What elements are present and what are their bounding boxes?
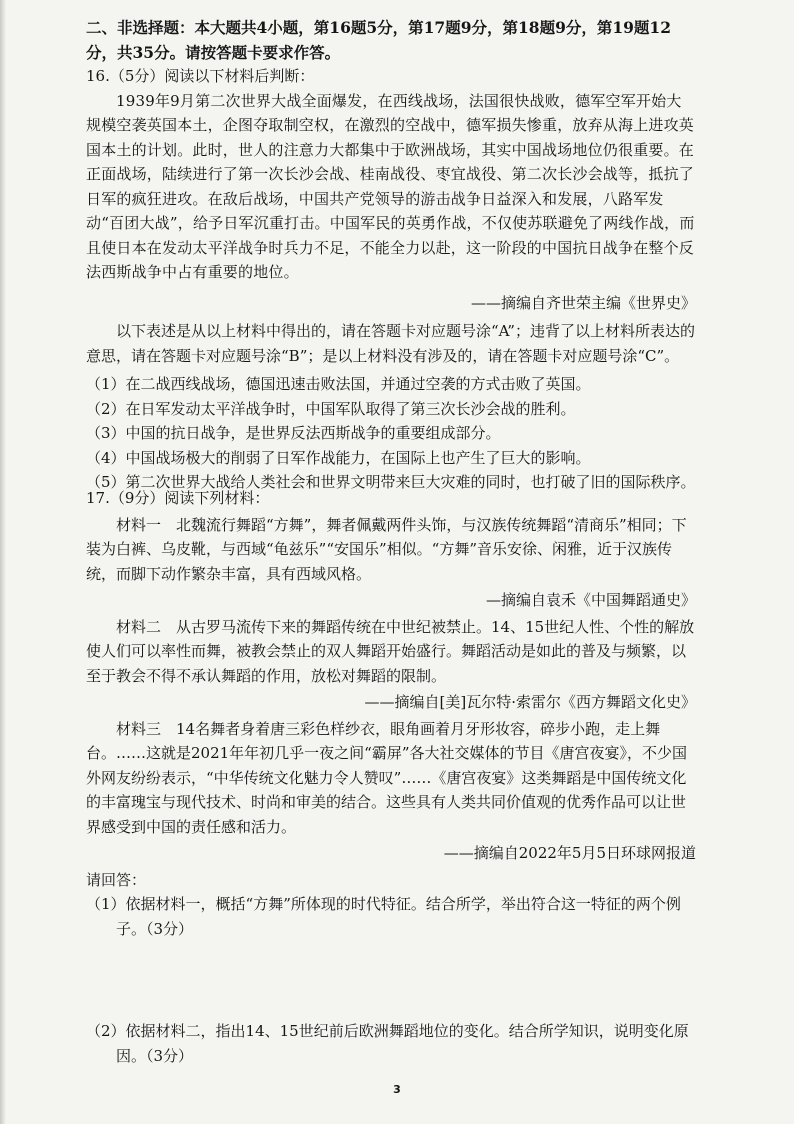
q17-sub-question-1: （1）依据材料一，概括“方舞”所体现的时代特征。结合所学，举出符合这一特征的两个例子。（3分） bbox=[86, 895, 681, 938]
scan-shadow bbox=[0, 0, 6, 1124]
answer-space-1 bbox=[86, 941, 696, 1019]
section-header bbox=[86, 16, 696, 65]
q16-statement: （4）中国战场极大的削弱了日军作战能力，在国际上也产生了巨大的影响。 bbox=[86, 448, 591, 467]
q17-material-3-source: ——摘编自2022年5月5日环球网报道 bbox=[443, 844, 696, 862]
q16-title: 16.（5分）阅读以下材料后判断： bbox=[86, 67, 315, 85]
q16-statement: （1）在二战西线战场，德国迅速击败法国，并通过空袭的方式击败了英国。 bbox=[86, 375, 591, 393]
section-header-line1: 二、非选择题：本大题共4小题，第16题5分，第17题9分，第18题9分，第19题12 bbox=[86, 18, 671, 37]
q16-instruction: 以下表述是从以上材料中得出的，请在答题卡对应题号涂“A”；违背了以上材料所表达的意思，请在答题卡对应题号涂“B”；是以上材料没有涉及的，请在答题卡对应题号涂“C”。 bbox=[86, 322, 695, 365]
q16-statement: （5）第二次世界大战给人类社会和世界文明带来巨大灾难的同时，也打破了旧的国际秩序。 bbox=[86, 473, 696, 491]
q16-statement: （3）中国的抗日战争，是世界反法西斯战争的重要组成部分。 bbox=[86, 424, 501, 442]
q17-title: 17.（9分）阅读下列材料： bbox=[86, 489, 270, 507]
q17-sub-question-2: （2）依据材料二，指出14、15世纪前后欧洲舞蹈地位的变化。结合所学知识，说明变化原因。（3分） bbox=[86, 1022, 689, 1065]
q16-statement: （2）在日军发动太平洋战争时，中国军队取得了第三次长沙会战的胜利。 bbox=[86, 399, 576, 418]
q16-material: 1939年9月第二次世界大战全面爆发，在西线战场，法国很快战败，德军空军开始大规模空袭英国本土，企图夺取制空权，在激烈的空战中，德军损失惨重，放弃从海上进攻英国本土的计划。此时，世人的注意力大都集中于欧洲战场，其实中国战场地位仍很重要。在正面战场，陆续进行了第一次长沙会战、桂南战役、枣宜战役、第二次长沙会战等，抵抗了日军的疯狂进攻。在敌后战场，中国共产党领导的游击战争日益深入和发展，八路军发动“百团大战”，给予日军沉重打击。中国军民的英勇作战，不仅使苏联避免了两线作战，而且使日本在发动太平洋战争时兵力不足，不能全力以赴，这一阶段的中国抗日战争在整个反法西斯战争中占有重要的地位。 bbox=[86, 91, 695, 281]
q17-material-1: 材料一 北魏流行舞蹈“方舞”，舞者佩戴两件头饰，与汉族传统舞蹈“清商乐”相同；下装为白裤、乌皮靴，与西域“龟兹乐”“安国乐”相似。“方舞”音乐安徐、闲雅，近于汉族传统，而脚下动作繁杂丰富，具有西域风格。 bbox=[86, 515, 687, 583]
q17-material-2-source: ——摘编自[美]瓦尔特·索雷尔《西方舞蹈文化史》 bbox=[364, 693, 696, 711]
q17-material-1-source: —摘编自袁禾《中国舞蹈通史》 bbox=[485, 591, 696, 609]
q17-material-2: 材料二 从古罗马流传下来的舞蹈传统在中世纪被禁止。14、15世纪人性、个性的解放使人们可以率性而舞，被教会禁止的双人舞蹈开始盛行。舞蹈活动是如此的普及与频繁，以至于教会不得不承认舞蹈的作用，放松对舞蹈的限制。 bbox=[86, 617, 695, 685]
q17-ask: 请回答： bbox=[86, 870, 147, 889]
page-number: 3 bbox=[393, 1083, 401, 1096]
question-16 bbox=[86, 64, 696, 495]
q17-material-3: 材料三 14名舞者身着唐三彩色样纱衣，眼角画着月牙形妆容，碎步小跑，走上舞台。……这就是2021年年初几乎一夜之间“霸屏”各大社交媒体的节目《唐宫夜宴》，不少国外网友纷纷表示，“中华传统文化魅力令人赞叹”……《唐宫夜宴》这类舞蹈是中国传统文化的丰富瑰宝与现代技术、时尚和审美的结合。这些具有人类共同价值观的优秀作品可以让世界感受到中国的责任感和活力。 bbox=[86, 719, 688, 836]
question-17 bbox=[86, 486, 696, 1068]
section-header-line2: 分，共35分。请按答题卡要求作答。 bbox=[86, 42, 341, 62]
q16-source: ——摘编自齐世荣主编《世界史》 bbox=[470, 293, 696, 312]
